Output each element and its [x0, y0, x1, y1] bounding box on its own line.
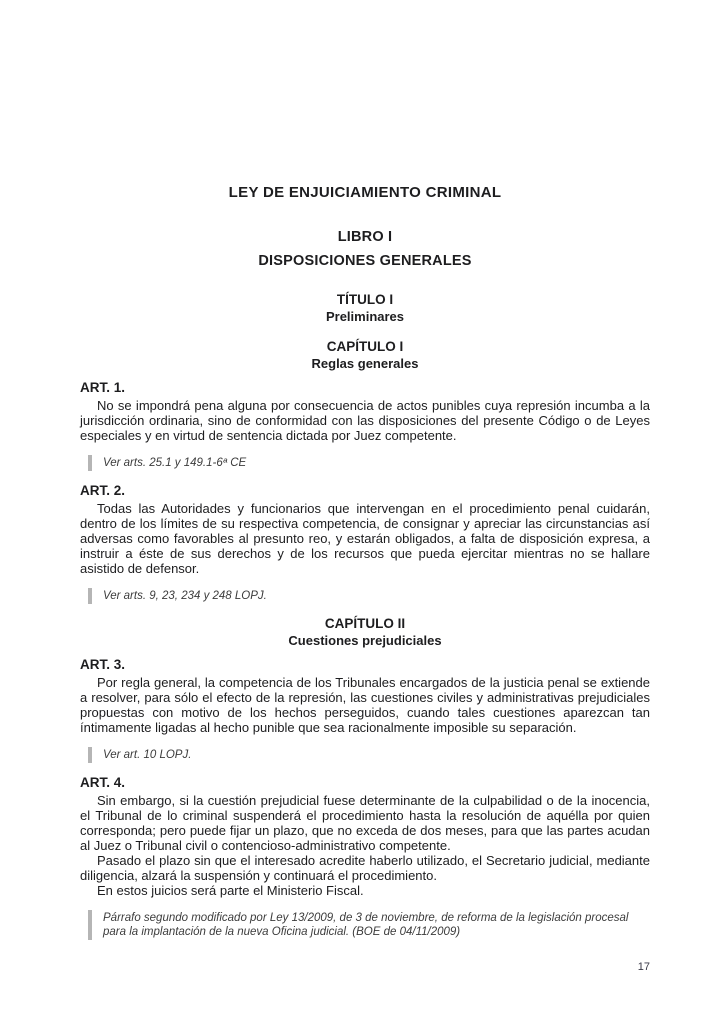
article-3-heading: ART. 3. [80, 657, 126, 672]
article-4-paragraph-2: Pasado el plazo sin que el interesado acredite haberlo utilizado, el Secretario judicial, mediante diligencia, alzará la suspensión y continuará el procedimiento. [80, 853, 650, 883]
article-1-note-text: Ver arts. 25.1 y 149.1-6ª CE [103, 457, 247, 469]
article-1-heading: ART. 1. [80, 380, 126, 395]
article-3-paragraph: Por regla general, la competencia de los Tribunales encargados de la justicia penal se extiende a resolver, para sólo el efecto de la represión, las cuestiones civiles y administrativas prejudiciales propuestas con motivo de los hechos perseguidos, cuando tales cuestiones aparezcan tan íntimamente ligadas al hecho punible que sea racionalmente imposible su separación. [80, 675, 650, 735]
libro-heading: LIBRO I [337, 229, 393, 245]
article-1-paragraph: No se impondrá pena alguna por consecuencia de actos punibles cuya represión incumba a la jurisdicción ordinaria, sino de conformidad con las disposiciones del presente Código o de Leyes especiales y en virtud de sentencia dictada por Juez competente. [80, 398, 650, 443]
article-3-note-text: Ver art. 10 LOPJ. [103, 749, 192, 761]
document-title: LEY DE ENJUICIAMIENTO CRIMINAL [228, 184, 502, 201]
article-1 [80, 380, 650, 471]
article-4-paragraph-3: En estos juicios será parte el Ministerio Fiscal. [97, 883, 364, 898]
article-3 [80, 657, 650, 763]
article-4-reference-note [88, 910, 650, 940]
article-2-note-text: Ver arts. 9, 23, 234 y 248 LOPJ. [103, 590, 267, 602]
article-2 [80, 483, 650, 604]
article-2-heading: ART. 2. [80, 483, 126, 498]
capitulo-1-subtitle: Reglas generales [311, 356, 419, 371]
capitulo-2-heading: CAPÍTULO II [324, 616, 406, 631]
titulo-heading: TÍTULO I [336, 292, 394, 307]
libro-subtitle: DISPOSICIONES GENERALES [258, 253, 472, 269]
article-2-paragraph: Todas las Autoridades y funcionarios que intervengan en el procedimiento penal cuidarán, dentro de los límites de su respectiva competencia, de consignar y apreciar las circunstancias así adversas como favorables al presunto reo, y estarán obligados, a falta de disposición expresa, a instruir a éste de sus derechos y de los recursos que pueda ejercitar mientras no se hallare asistido de defensor. [80, 501, 650, 576]
article-2-reference-note [88, 588, 650, 604]
document-content [80, 184, 650, 952]
article-4-note-text: Párrafo segundo modificado por Ley 13/2009, de 3 de noviembre, de reforma de la legislación procesal para la implantación de la nueva Oficina judicial. (BOE de 04/11/2009) [103, 912, 629, 938]
article-4-heading: ART. 4. [80, 775, 126, 790]
capitulo-1-heading: CAPÍTULO I [326, 339, 404, 354]
article-4 [80, 775, 650, 940]
article-3-reference-note [88, 747, 650, 763]
article-4-paragraph-1: Sin embargo, si la cuestión prejudicial fuese determinante de la culpabilidad o de la inocencia, el Tribunal de lo criminal suspenderá el procedimiento hasta la resolución de aquélla por quien corresponda; pero puede fijar un plazo, que no exceda de dos meses, para que las partes acudan al Juez o Tribunal civil o contencioso-administrativo competente. [80, 793, 650, 853]
titulo-subtitle: Preliminares [325, 309, 405, 324]
page-number: 17 [637, 961, 650, 973]
capitulo-2-subtitle: Cuestiones prejudiciales [288, 633, 442, 648]
article-1-reference-note [88, 455, 650, 471]
